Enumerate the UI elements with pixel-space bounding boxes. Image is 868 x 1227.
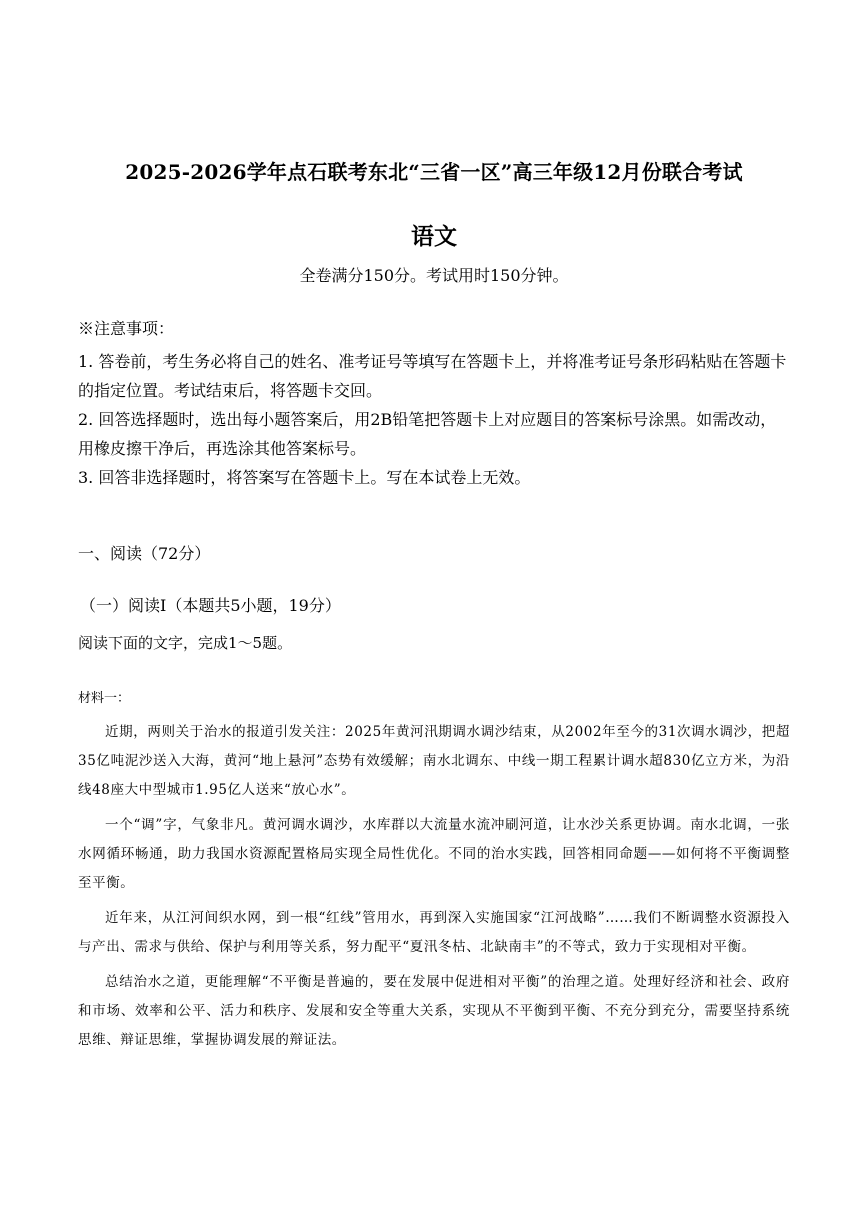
material-paragraph-4: 总结治水之道，更能理解“不平衡是普遍的，要在发展中促进相对平衡”的治理之道。处理好经济和社会、政府和市场、效率和公平、活力和秩序、发展和安全等重大关系，实现从不平衡到平衡、不充分到充分，需要坚持系统思维、辩证思维，掌握协调发展的辩证法。 <box>78 974 790 1048</box>
material-paragraph-3: 近年来，从江河间织水网，到一根“红线”管用水，再到深入实施国家“江河战略”……我们不断调整水资源投入与产出、需求与供给、保护与利用等关系，努力配平“夏汛冬枯、北缺南丰”的不等式，致力于实现相对平衡。 <box>78 910 790 955</box>
sub-section-heading: （一）阅读Ⅰ（本题共5小题，19分） <box>80 596 341 615</box>
section-heading: 一、阅读（72分） <box>78 544 211 563</box>
notes-heading: ※注意事项： <box>78 319 175 338</box>
material-paragraph-1: 近期，两则关于治水的报道引发关注：2025年黄河汛期调水调沙结束，从2002年至今的31次调水调沙，把超35亿吨泥沙送入大海，黄河“地上悬河”态势有效缓解；南水北调东、中线一期工程累计调水超830亿立方米，为沿线48座大中型城市1.95亿人送来“放心水”。 <box>78 724 790 798</box>
reading-instruction: 阅读下面的文字，完成1～5题。 <box>78 634 293 652</box>
notes-block <box>78 314 790 492</box>
material-label: 材料一： <box>78 691 131 706</box>
note-item-3: 3. 回答非选择题时，将答案写在答题卡上。写在本试卷上无效。 <box>78 468 531 487</box>
exam-title: 2025-2026学年点石联考东北“三省一区”高三年级12月份联合考试 <box>125 160 743 184</box>
material-text <box>78 718 790 1061</box>
note-item-1: 1. 答卷前，考生务必将自己的姓名、准考证号等填写在答题卡上，并将准考证号条形码粘贴在答题卡的指定位置。考试结束后，将答题卡交回。 <box>78 352 787 400</box>
score-time-line: 全卷满分150分。考试用时150分钟。 <box>299 266 569 285</box>
subject-title: 语文 <box>411 223 457 250</box>
note-item-2: 2. 回答选择题时，选出每小题答案后，用2B铅笔把答题卡上对应题目的答案标号涂黑。如需改动，用橡皮擦干净后，再选涂其他答案标号。 <box>78 410 777 458</box>
material-paragraph-2: 一个“调”字，气象非凡。黄河调水调沙，水库群以大流量水流冲刷河道，让水沙关系更协调。南水北调，一张水网循环畅通，助力我国水资源配置格局实现全局性优化。不同的治水实践，回答相同命题——如何将不平衡调整至平衡。 <box>78 817 790 891</box>
